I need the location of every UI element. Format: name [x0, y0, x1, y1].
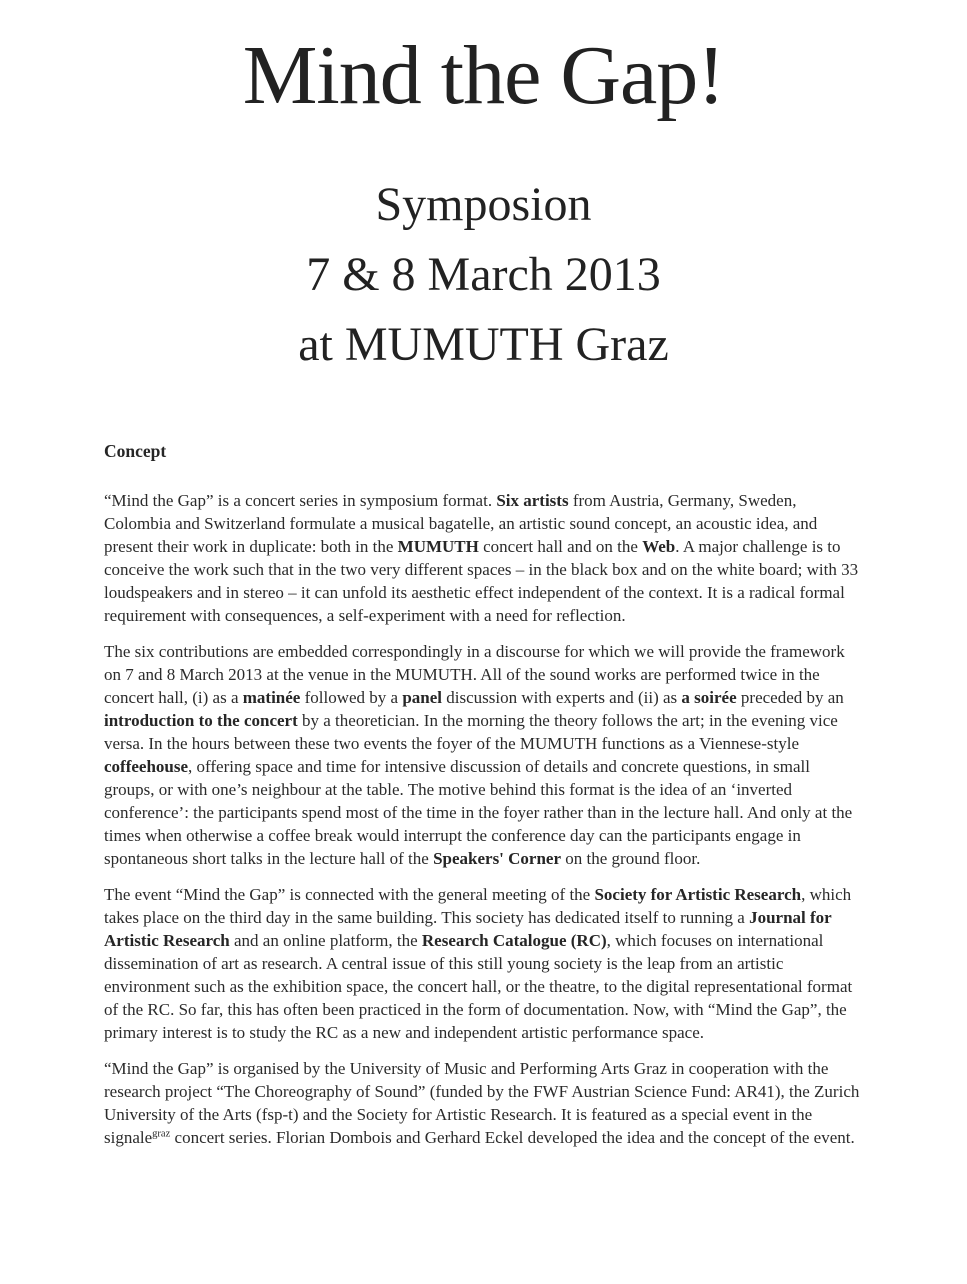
- body-text: , offering space and time for intensive discussion of details and concrete questions, in small groups, or with one’s neighbour at the table. The motive behind this format is the idea of an ‘inverted conference’: the participants spend most of the time in the foyer rather than in the lecture hall. And only at the times when otherwise a coffee break would interrupt the conference day can the participants engage in spontaneous short talks in the lecture hall of the: [104, 757, 853, 868]
- body-text: concert series. Florian Dombois and Gerhard Eckel developed the idea and the concept of the event.: [170, 1128, 855, 1147]
- bold-text: Six artists: [496, 491, 569, 510]
- document-title: Mind the Gap!: [242, 29, 725, 122]
- body-text: concert hall and on the: [478, 537, 643, 556]
- bold-text: Speakers' Corner: [433, 849, 562, 868]
- bold-text: MUMUTH: [397, 537, 479, 556]
- bold-text: a soirée: [681, 688, 737, 707]
- body-text: The event “Mind the Gap” is connected with the general meeting of the: [104, 885, 595, 904]
- bold-text: coffeehouse: [104, 757, 189, 776]
- bold-text: Research Catalogue (RC): [421, 931, 607, 950]
- bold-text: Society for Artistic Research: [594, 885, 802, 904]
- body-text: and an online platform, the: [229, 931, 422, 950]
- paragraph-container: [104, 489, 864, 1149]
- document-subtitle: [0, 170, 967, 380]
- body-text: from Austria, Germany, Sweden, Colombia and Switzerland formulate a musical bagatelle, an artistic sound concept, an acoustic idea, and present their work in duplicate: both in the: [104, 491, 818, 556]
- body-text: discussion with experts and (ii) as: [442, 688, 682, 707]
- body-paragraph: [104, 1057, 864, 1149]
- body-text: on the ground floor.: [561, 849, 701, 868]
- body-text: “Mind the Gap” is organised by the University of Music and Performing Arts Graz in cooperation with the research project “The Choreography of Sound” (funded by the FWF Austrian Science Fund: AR41), the Zurich University of the Arts (fsp-t) and the Society for Artistic Research. It is featured as a special event in the signale: [104, 1059, 860, 1147]
- bold-text: matinée: [242, 688, 301, 707]
- body-text: , which takes place on the third day in the same building. This society has dedicated itself to running a: [104, 885, 852, 927]
- subtitle-line-venue: at MUMUTH Graz: [298, 318, 669, 371]
- subtitle-line-date: 7 & 8 March 2013: [306, 248, 661, 301]
- subtitle-line-event-type: Symposion: [375, 178, 592, 231]
- bold-text: Journal for Artistic Research: [104, 908, 832, 950]
- body-text: . A major challenge is to conceive the work such that in the two very different spaces – in the black box and on the white board; with 33 loudspeakers and in stereo – it can unfold its aesthetic effect independent of the context. It is a radical formal requirement with consequences, a self-experiment with a need for reflection.: [104, 537, 859, 625]
- body-text: The six contributions are embedded correspondingly in a discourse for which we will provide the framework on 7 and 8 March 2013 at the venue in the MUMUTH. All of the sound works are performed twice in the concert hall, (i) as a: [104, 642, 845, 707]
- body-text: , which focuses on international dissemination of art as research. A central issue of this still young society is the leap from an artistic environment such as the exhibition space, the concert hall, or the theatre, to the digital representational format of the RC. So far, this has often been practiced in the form of documentation. Now, with “Mind the Gap”, the primary interest is to study the RC as a new and independent artistic performance space.: [104, 931, 853, 1042]
- body-paragraph: [104, 883, 864, 1044]
- superscript-text: graz: [152, 1128, 171, 1140]
- bold-text: introduction to the concert: [104, 711, 298, 730]
- body-text: “Mind the Gap” is a concert series in symposium format.: [104, 491, 497, 510]
- bold-text: panel: [402, 688, 443, 707]
- document-body: [104, 440, 864, 1149]
- body-text: followed by a: [300, 688, 403, 707]
- bold-text: Web: [642, 537, 676, 556]
- body-paragraph: [104, 640, 864, 870]
- body-text: by a theoretician. In the morning the theory follows the art; in the evening vice versa. In the hours between these two events the foyer of the MUMUTH functions as a Viennese-style: [104, 711, 838, 753]
- section-heading-concept: Concept: [104, 441, 167, 461]
- body-paragraph: [104, 489, 864, 627]
- body-text: preceded by an: [736, 688, 844, 707]
